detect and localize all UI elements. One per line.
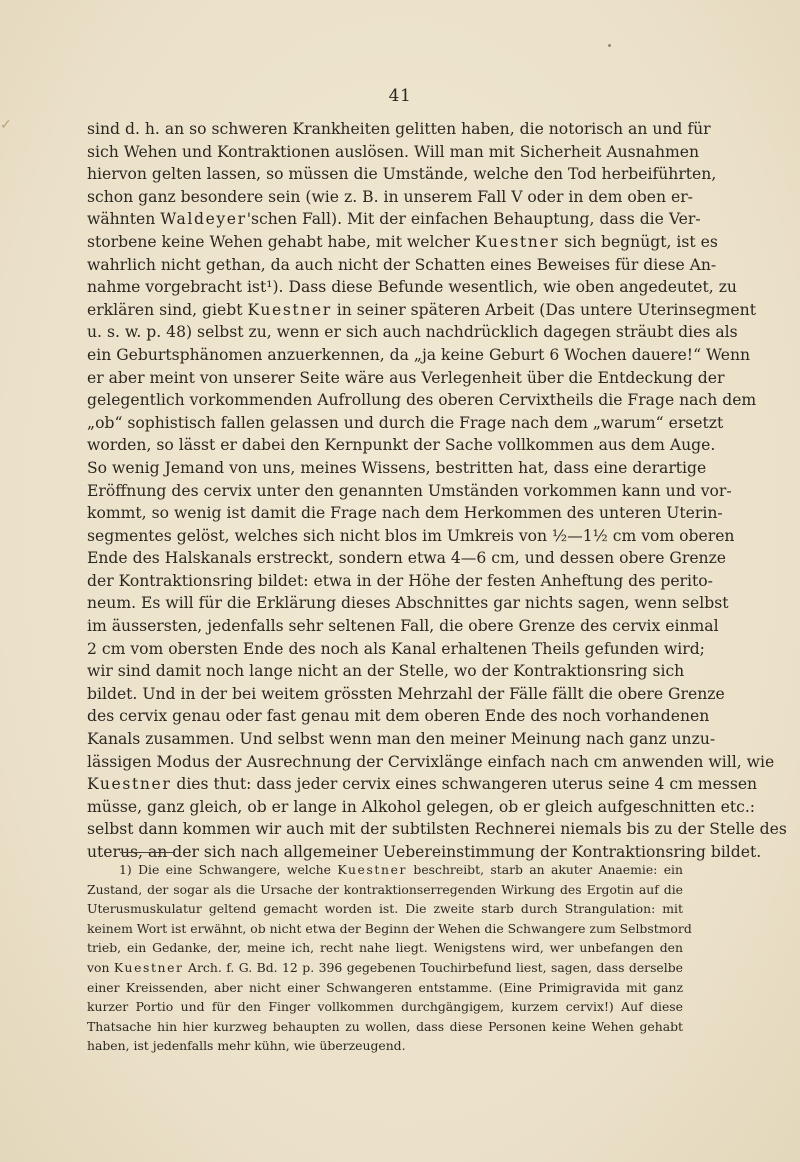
author-name: Kuestner: [337, 862, 408, 877]
body-line: gelegentlich vorkommenden Aufrollung des oberen Cervixtheils die Frage nach dem: [87, 391, 757, 410]
footnote-line: keinem Wort ist erwähnt, ob nicht etwa der Beginn der Wehen die Schwangere zum Selbstmord: [87, 920, 692, 936]
main-text: [87, 118, 787, 864]
text-fragment: 1) Die eine Schwangere, welche: [119, 862, 338, 877]
text-fragment: dies thut: dass jeder cervix eines schwangeren uterus seine 4 cm messen: [171, 775, 758, 794]
footnote-line: haben, ist jedenfalls mehr kühn, wie überzeugend.: [87, 1038, 406, 1054]
page-number: 41: [388, 86, 412, 106]
text-fragment: erklären sind, giebt: [87, 300, 248, 319]
footnote-line: einer Kreissenden, aber nicht einer Schwangeren entstamme. (Eine Primigravida mit ganz: [87, 979, 683, 995]
text-fragment: in seiner späteren Arbeit (Das untere Uterinsegment: [331, 300, 756, 319]
footnote-line: [87, 958, 683, 978]
paper-speck: [608, 44, 611, 47]
margin-mark-icon: ✓: [0, 117, 12, 133]
author-name: Waldeyer: [160, 210, 247, 229]
body-line: ein Geburtsphänomen anzuerkennen, da „ja keine Geburt 6 Wochen dauere!“ Wenn: [87, 345, 751, 364]
body-line: [87, 299, 756, 322]
body-line: sich Wehen und Kontraktionen auslösen. Will man mit Sicherheit Ausnahmen: [87, 142, 700, 161]
body-line: 2 cm vom obersten Ende des noch als Kanal erhaltenen Theils gefunden wird;: [87, 639, 705, 658]
body-line: lässigen Modus der Ausrechnung der Cervixlänge einfach nach cm anwenden will, wie: [87, 752, 775, 771]
body-line: segmentes gelöst, welches sich nicht blos im Umkreis von ½—1½ cm vom oberen: [87, 526, 735, 545]
text-fragment: Arch. f. G. Bd. 12 p. 396 gegebenen Touchirbefund liest, sagen, dass derselbe: [183, 959, 683, 975]
body-line: wahrlich nicht gethan, da auch nicht der Schatten eines Beweises für diese An-: [87, 255, 717, 274]
text-fragment: wähnten: [87, 210, 161, 229]
author-name: Kuestner: [474, 232, 560, 251]
body-line: bildet. Und in der bei weitem grössten Mehrzahl der Fälle fällt die obere Grenze: [87, 684, 725, 703]
body-line: neum. Es will für die Erklärung dieses Abschnittes gar nichts sagen, wenn selbst: [87, 594, 729, 613]
body-line: im äussersten, jedenfalls sehr seltenen Fall, die obere Grenze des cervix einmal: [87, 617, 719, 636]
footnote-line: Uterusmuskulatur geltend gemacht worden ist. Die zweite starb durch Strangulation: mit: [87, 901, 683, 917]
author-name: Kuestner: [113, 959, 184, 975]
body-line: er aber meint von unserer Seite wäre aus Verlegenheit über die Entdeckung der: [87, 368, 725, 387]
body-line: sind d. h. an so schweren Krankheiten gelitten haben, die notorisch an und für: [87, 120, 711, 138]
body-line: So wenig Jemand von uns, meines Wissens, bestritten hat, dass eine derartige: [87, 458, 707, 477]
body-line: worden, so lässt er dabei den Kernpunkt der Sache vollkommen aus dem Auge.: [87, 436, 716, 455]
body-line: [87, 231, 718, 254]
author-name: Kuestner: [247, 300, 332, 319]
body-line: selbst dann kommen wir auch mit der subtilsten Rechnerei niemals bis zu der Stelle des: [87, 820, 787, 839]
text-fragment: von: [87, 959, 114, 975]
body-line: kommt, so wenig ist damit die Frage nach dem Herkommen des unteren Uterin-: [87, 504, 723, 523]
body-line: „ob“ sophistisch fallen gelassen und durch die Frage nach dem „warum“ ersetzt: [87, 413, 724, 432]
body-line: nahme vorgebracht ist¹). Dass diese Befunde wesentlich, wie oben angedeutet, zu: [87, 278, 737, 297]
footnote: [87, 860, 692, 1056]
body-line: müsse, ganz gleich, ob er lange in Alkohol gelegen, ob er gleich aufgeschnitten etc.:: [87, 797, 756, 816]
body-line: u. s. w. p. 48) selbst zu, wenn er sich auch nachdrücklich dagegen sträubt dies als: [87, 323, 738, 342]
body-line: [87, 773, 758, 796]
author-name: Kuestner: [87, 775, 172, 794]
footnote-separator: [120, 852, 175, 853]
body-line: Eröffnung des cervix unter den genannten Umständen vorkommen kann und vor-: [87, 481, 732, 500]
footnote-line: Zustand, der sogar als die Ursache der kontraktionserregenden Wirkung des Ergotin auf die: [87, 881, 683, 897]
body-line: schon ganz besondere sein (wie z. B. in unserem Fall V oder in dem oben er-: [87, 187, 693, 206]
footnote-line: kurzer Portio und für den Finger vollkommen durchgängigem, kurzem cervix!) Auf diese: [87, 999, 683, 1015]
body-line: uterus, an der sich nach allgemeiner Uebereinstimmung der Kontraktionsring bildet.: [87, 843, 762, 861]
text-fragment: beschreibt, starb an akuter Anaemie: ein: [407, 862, 683, 877]
footnote-line: trieb, ein Gedanke, der, meine ich, recht nahe liegt. Wenigstens wird, wer unbefangen den: [87, 940, 683, 956]
footnote-line: [87, 860, 683, 880]
body-line: wir sind damit noch lange nicht an der Stelle, wo der Kontraktionsring sich: [87, 662, 685, 681]
body-line: Ende des Halskanals erstreckt, sondern etwa 4—6 cm, und dessen obere Grenze: [87, 549, 727, 568]
body-line: [87, 208, 701, 231]
body-line: hiervon gelten lassen, so müssen die Umstände, welche den Tod herbeiführten,: [87, 165, 717, 184]
text-fragment: storbene keine Wehen gehabt habe, mit welcher: [87, 232, 475, 251]
footnote-line: Thatsache hin hier kurzweg behaupten zu wollen, dass diese Personen keine Wehen gehabt: [87, 1018, 683, 1034]
body-line: des cervix genau oder fast genau mit dem oberen Ende des noch vorhandenen: [87, 707, 710, 726]
body-line: der Kontraktionsring bildet: etwa in der Höhe der festen Anheftung des perito-: [87, 571, 713, 590]
body-line: Kanals zusammen. Und selbst wenn man den meiner Meinung nach ganz unzu-: [87, 730, 716, 749]
text-fragment: 'schen Fall). Mit der einfachen Behauptung, dass die Ver-: [246, 210, 701, 229]
text-fragment: sich begnügt, ist es: [559, 232, 718, 251]
